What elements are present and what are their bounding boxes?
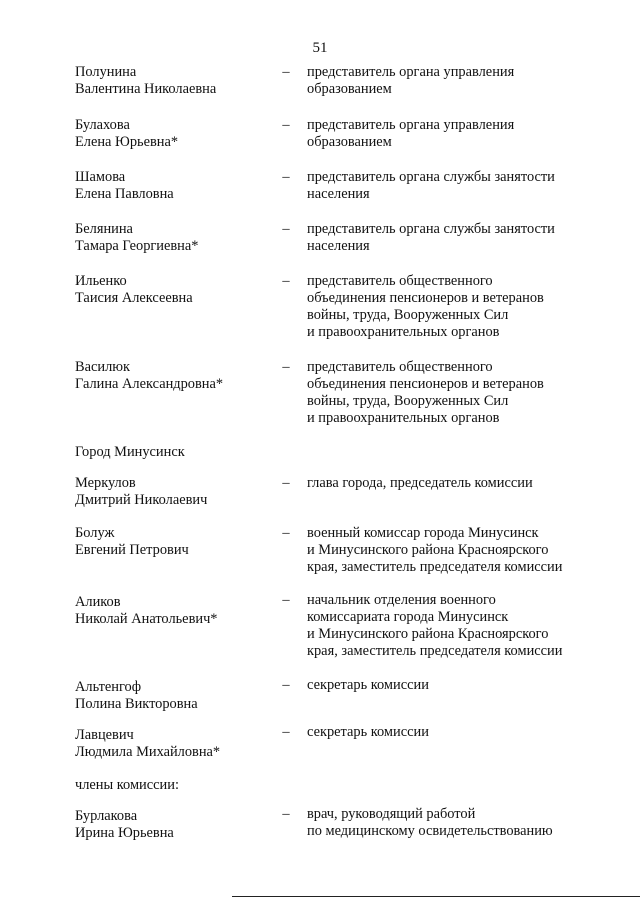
role-description: [307, 525, 607, 576]
role-line: секретарь комиссии: [307, 724, 429, 740]
role-description: [307, 169, 607, 203]
surname: Полунина: [75, 64, 137, 80]
dash-separator: –: [282, 724, 290, 740]
role-line: объединения пенсионеров и ветеранов: [307, 376, 544, 392]
surname: Бурлакова: [75, 808, 138, 824]
role-description: [307, 221, 607, 255]
role-description: [307, 359, 607, 427]
person-name: [75, 806, 270, 842]
role-line: начальник отделения военного: [307, 592, 496, 608]
role-description: [307, 273, 607, 341]
person-name: [75, 475, 270, 509]
role-line: по медицинскому освидетельствованию: [307, 823, 553, 839]
surname: Меркулов: [75, 475, 136, 491]
footer-rule: [232, 896, 640, 897]
given-names: Людмила Михайловна*: [75, 744, 221, 760]
role-line: и Минусинского района Красноярского: [307, 542, 549, 558]
given-names: Николай Анатольевич*: [75, 611, 218, 627]
role-line: войны, труда, Вооруженных Сил: [307, 307, 509, 323]
role-description: [307, 724, 607, 741]
given-names: Елена Юрьевна*: [75, 134, 179, 150]
dash-separator: –: [282, 592, 290, 608]
city-heading: Город Минусинск: [75, 444, 185, 460]
role-description: [307, 475, 607, 492]
person-name: [75, 724, 270, 761]
role-line: объединения пенсионеров и ветеранов: [307, 290, 544, 306]
dash-separator: –: [282, 475, 290, 491]
surname: Белянина: [75, 221, 133, 237]
surname: Альтенгоф: [75, 679, 142, 695]
role-line: населения: [307, 238, 370, 254]
role-line: врач, руководящий работой: [307, 806, 476, 822]
role-line: военный комиссар города Минусинск: [307, 525, 539, 541]
person-name: [75, 169, 270, 203]
surname: Василюк: [75, 359, 130, 375]
page-number: 51: [312, 40, 328, 56]
dash-separator: –: [282, 359, 290, 375]
given-names: Галина Александровна*: [75, 376, 224, 392]
person-name: [75, 359, 270, 393]
role-line: населения: [307, 186, 370, 202]
role-line: представитель органа управления: [307, 117, 515, 133]
surname: Ильенко: [75, 273, 127, 289]
members-heading: члены комиссии:: [75, 777, 179, 793]
person-name: [75, 64, 270, 98]
given-names: Тамара Георгиевна*: [75, 238, 199, 254]
role-description: [307, 64, 607, 98]
role-line: глава города, председатель комиссии: [307, 475, 533, 491]
given-names: Елена Павловна: [75, 186, 174, 202]
surname: Болуж: [75, 525, 115, 541]
dash-separator: –: [282, 169, 290, 185]
dash-separator: –: [282, 117, 290, 133]
role-line: представитель органа управления: [307, 64, 515, 80]
role-line: представитель общественного: [307, 359, 493, 375]
person-name: [75, 525, 270, 559]
given-names: Валентина Николаевна: [75, 81, 217, 97]
role-description: [307, 592, 607, 660]
dash-separator: –: [282, 221, 290, 237]
role-description: [307, 117, 607, 151]
surname: Лавцевич: [75, 727, 134, 743]
surname: Булахова: [75, 117, 130, 133]
role-line: комиссариата города Минусинск: [307, 609, 509, 625]
role-line: представитель органа службы занятости: [307, 221, 555, 237]
dash-separator: –: [282, 525, 290, 541]
given-names: Евгений Петрович: [75, 542, 189, 558]
role-line: секретарь комиссии: [307, 677, 429, 693]
given-names: Дмитрий Николаевич: [75, 492, 208, 508]
surname: Аликов: [75, 594, 121, 610]
person-name: [75, 117, 270, 151]
role-line: и правоохранительных органов: [307, 410, 500, 426]
dash-separator: –: [282, 806, 290, 822]
given-names: Таисия Алексеевна: [75, 290, 193, 306]
role-description: [307, 677, 607, 694]
given-names: Полина Викторовна: [75, 696, 198, 712]
role-line: войны, труда, Вооруженных Сил: [307, 393, 509, 409]
dash-separator: –: [282, 677, 290, 693]
role-line: представитель органа службы занятости: [307, 169, 555, 185]
dash-separator: –: [282, 64, 290, 80]
role-line: представитель общественного: [307, 273, 493, 289]
role-line: и правоохранительных органов: [307, 324, 500, 340]
role-line: образованием: [307, 134, 392, 150]
role-line: края, заместитель председателя комиссии: [307, 559, 563, 575]
role-line: края, заместитель председателя комиссии: [307, 643, 563, 659]
role-line: образованием: [307, 81, 392, 97]
person-name: [75, 273, 270, 307]
role-line: и Минусинского района Красноярского: [307, 626, 549, 642]
person-name: [75, 592, 270, 628]
role-description: [307, 806, 607, 840]
surname: Шамова: [75, 169, 126, 185]
dash-separator: –: [282, 273, 290, 289]
person-name: [75, 221, 270, 255]
given-names: Ирина Юрьевна: [75, 825, 174, 841]
person-name: [75, 677, 270, 713]
